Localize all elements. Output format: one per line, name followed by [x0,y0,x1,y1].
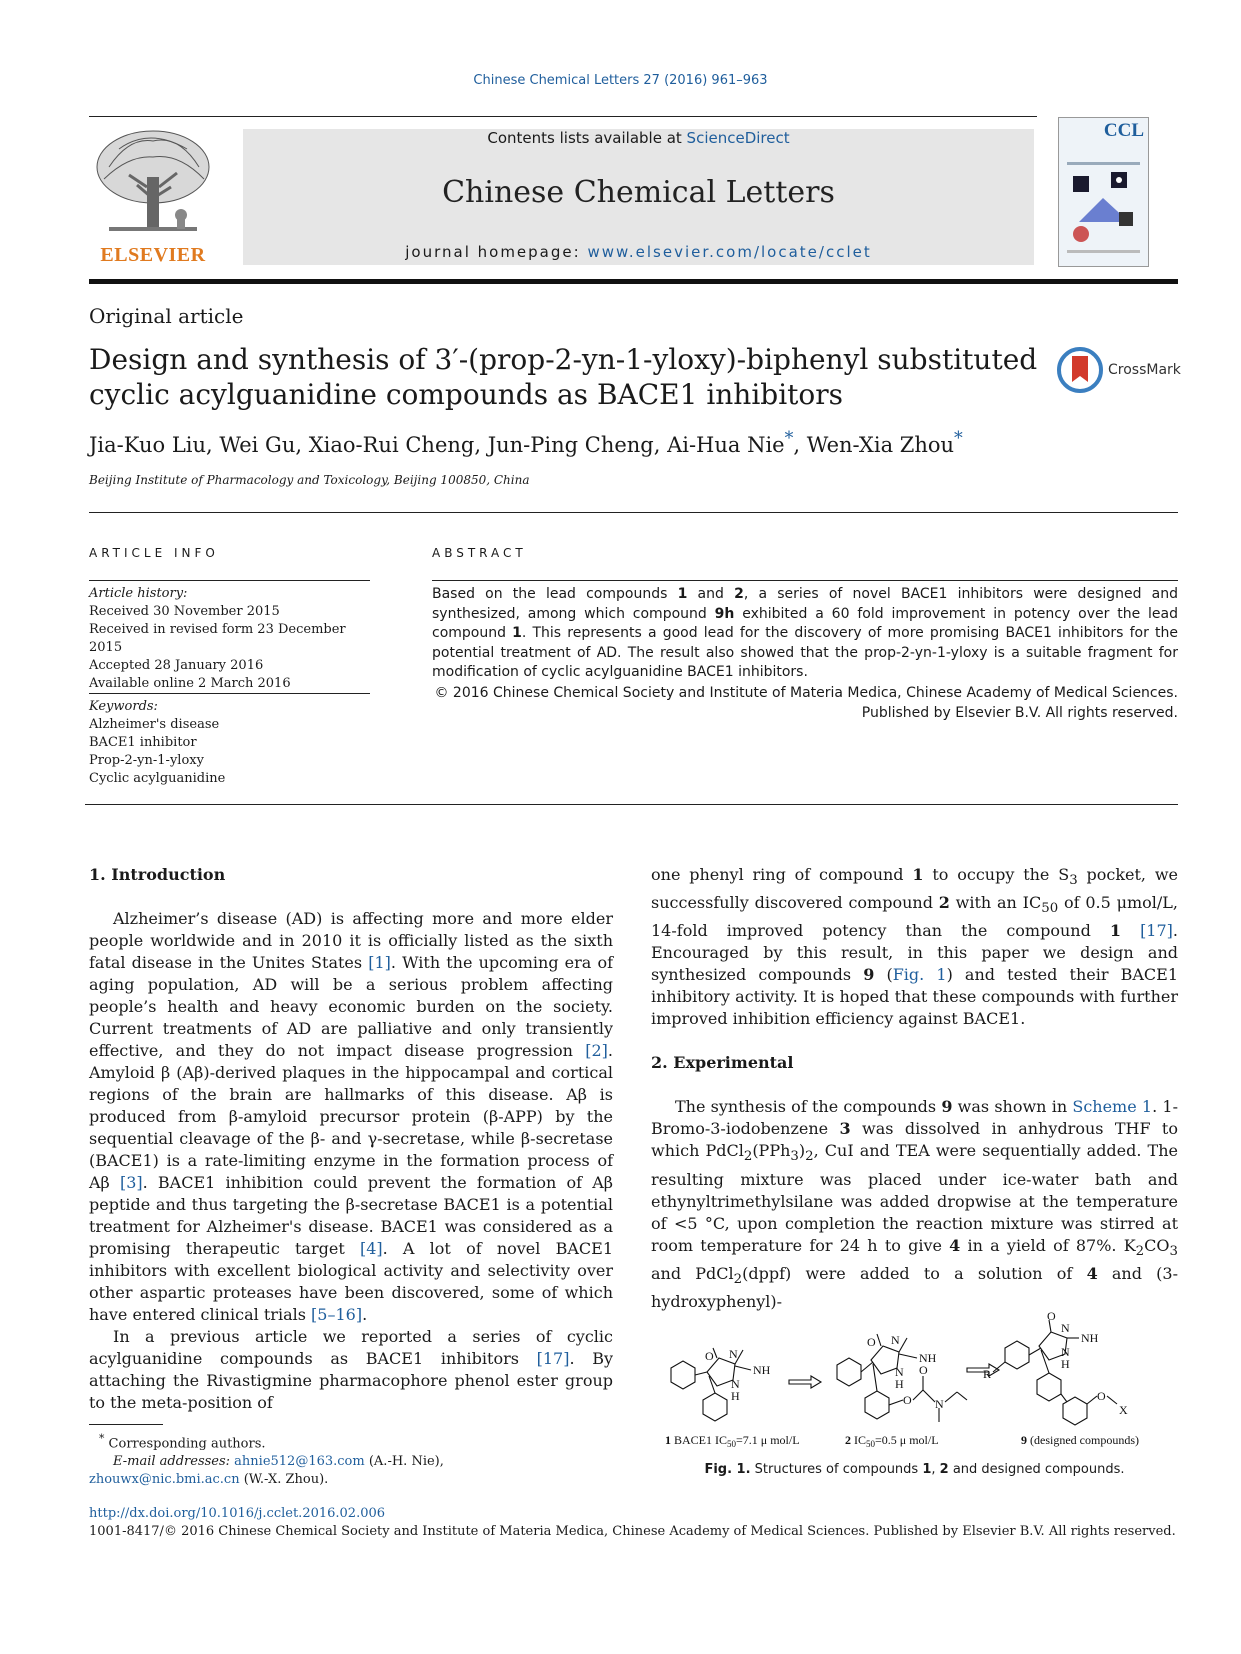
citation-link[interactable]: [17] [536,1349,570,1368]
footnote: * Corresponding authors. E-mail addresses: ahnie512@163.com (A.-H. Nie), zhouwx@nic.bmi.ac.cn (W.-X. Zhou). [89,1432,444,1488]
history-item: Received 30 November 2015 [89,604,280,619]
section-heading-introduction: 1. Introduction [89,865,226,884]
contents-availability: Contents lists available at ScienceDirect [487,129,790,147]
keywords-label: Keywords: [89,699,158,714]
citation-link[interactable]: [3] [119,1173,143,1192]
chemical-structures [651,1310,1178,1450]
atom-label: O [867,1335,876,1349]
atom-label: O [1097,1389,1106,1403]
left-column [89,864,613,1414]
keyword: Cyclic acylguanidine [89,771,226,786]
top-rule [89,116,1037,117]
corresponding-mark[interactable]: * [784,429,794,449]
atom-label: N [895,1365,904,1379]
divider [89,512,1178,513]
sciencedirect-link[interactable]: ScienceDirect [686,129,790,147]
atom-label: N [1061,1345,1070,1359]
compound-9-label: 9 (designed compounds) [1021,1433,1139,1447]
crossmark-label: CrossMark [1108,362,1181,378]
abstract-body: Based on the lead compounds 1 and 2, a series of novel BACE1 inhibitors were designed and synthesized, among which compound 9h exhibited a 60 fold improvement in potency over the lead compound 1. This represents a good lead for the discovery of more promising BACE1 inhibitors for the potential treatment of AD. The result also showed that the prop-2-yn-1-yloxy is a suitable fragment for modification of cyclic acylguanidine BACE1 inhibitors. [432,586,1179,680]
crossmark-button[interactable] [1056,346,1181,394]
atom-label: NH [919,1351,937,1365]
abstract-heading: ABSTRACT [432,546,527,560]
journal-reference[interactable]: Chinese Chemical Letters 27 (2016) 961–963 [473,73,768,88]
phenyl-ring [837,1358,861,1386]
doi-link[interactable]: http://dx.doi.org/10.1016/j.cclet.2016.02.006 [89,1506,386,1521]
atom-label: O [705,1349,714,1363]
keyword: Prop-2-yn-1-yloxy [89,753,204,768]
citation-link[interactable]: [1] [368,953,391,972]
divider [89,580,370,581]
figure-caption: Fig. 1. Structures of compounds 1, 2 and designed compounds. [704,1462,1125,1477]
phenyl-ring [703,1393,727,1421]
history-item: Available online 2 March 2016 [89,676,291,691]
journal-cover[interactable] [1058,117,1149,267]
citation-link[interactable]: [4] [359,1239,383,1258]
article-title: Design and synthesis of 3′-(prop-2-yn-1-yloxy)-biphenyl substituted cyclic acylguanidine compounds as BACE1 inhibitors [89,343,1038,411]
atom-label: R [983,1367,992,1381]
atom-label: H [731,1389,740,1403]
author-list: Jia-Kuo Liu, Wei Gu, Xiao-Rui Cheng, Jun-Ping Cheng, Ai-Hua Nie*, Wen-Xia Zhou* [89,429,963,457]
atom-label: H [895,1377,904,1391]
history-item: Received in revised form 23 December 2015 [89,622,346,655]
atom-label: X [1119,1403,1128,1417]
footnote-rule [89,1424,163,1425]
divider [85,804,1178,805]
phenyl-ring [1005,1341,1029,1369]
atom-label: N [891,1333,900,1347]
right-column [651,864,1178,1313]
phenyl-ring [671,1361,695,1389]
atom-label: NH [753,1363,771,1377]
citation-link[interactable]: [17] [1140,921,1173,941]
compound-1-label: 1 BACE1 $IC_{50}=7.1$ μ mol/L [665,1433,800,1449]
corresponding-mark[interactable]: * [954,429,963,449]
paragraph: one phenyl ring of compound 1 to occupy the $S_3$ pocket, we successfully discovered compound 2 with an $IC_{50}$ of 0.5 μmol/L, 14-fold improved potency than the compound 1 [17]. Encouraged by this result, in this paper we design and synthesized compounds 9 (Fig. 1) and tested their BACE1 inhibitory activity. It is hoped that these compounds with further improved inhibition efficiency against BACE1. [651,865,1179,1029]
phenyl-ring [1037,1373,1061,1401]
journal-title: Chinese Chemical Letters [442,175,835,210]
email-link[interactable]: zhouwx@nic.bmi.ac.cn [89,1472,240,1488]
publisher-wordmark: ELSEVIER [100,244,206,266]
history-item: Accepted 28 January 2016 [89,658,264,673]
header-rule [89,279,1178,284]
atom-label: N [935,1397,944,1411]
article-type: Original article [89,304,244,328]
scheme-link[interactable]: Scheme 1 [1072,1097,1153,1117]
elsevier-tree-icon [89,127,217,239]
phenyl-ring [865,1391,889,1419]
citation-link[interactable]: [2] [585,1041,608,1060]
divider [432,580,1178,581]
cover-artwork-icon [1059,142,1148,262]
paragraph: In a previous article we reported a series of cyclic acylguanidine compounds as BACE1 inhibitors [17]. By attaching the Rivastigmine pharmacophore phenol ester group to the meta-position of [89,1327,613,1412]
history-label: Article history: [89,586,188,601]
figure-link[interactable]: Fig. 1 [892,965,947,985]
section-heading-experimental: 2. Experimental [651,1053,794,1073]
atom-label: N [729,1347,738,1361]
paragraph: The synthesis of the compounds 9 was shown in Scheme 1. 1-Bromo-3-iodobenzene 3 was dissolved in anhydrous THF to which $PdCl_2(PPh_3)_2$, CuI and TEA were sequentially added. The resulting mixture was placed under ice-water bath and ethynyltrimethylsilane was added dropwise at the temperature of <5 °C, upon completion the reaction mixture was stirred at room temperature for 24 h to give 4 in a yield of 87%. $K_2CO_3$ and PdCl$_2$(dppf) were added to a solution of 4 and (3-hydroxyphenyl)- [651,1097,1179,1311]
keywords [89,698,379,788]
atom-label: NH [1081,1331,1099,1345]
atom-label: N [1061,1321,1070,1335]
abstract-copyright: © 2016 Chinese Chemical Society and Institute of Materia Medica, Chinese Academy of Medical Sciences. Published by Elsevier B.V. All rights reserved. [434,685,1178,721]
atom-label: O [903,1393,912,1407]
footer-copyright: 1001-8417/© 2016 Chinese Chemical Society and Institute of Materia Medica, Chinese Academy of Medical Sciences. Published by Elsevier B.V. All rights reserved. [89,1524,1176,1539]
atom-label: N [731,1377,740,1391]
atom-label: O [919,1363,928,1377]
article-history [89,585,379,693]
atom-label: H [1061,1357,1070,1371]
keyword: BACE1 inhibitor [89,735,197,750]
affiliation: Beijing Institute of Pharmacology and Toxicology, Beijing 100850, China [89,473,530,487]
email-link[interactable]: ahnie512@163.com [234,1454,365,1470]
keyword: Alzheimer's disease [89,717,220,732]
cover-title: CCL [1103,120,1144,141]
paragraph: Alzheimer’s disease (AD) is affecting more and more elder people worldwide and in 2010 it is officially listed as the sixth fatal disease in the Unites States [1]. With the upcoming era of aging population, AD will be a serious problem affecting people’s health and heavy economic burden on the society. Current treatments of AD are palliative and only transiently effective, and they do not impact disease progression [2]. Amyloid β (Aβ)-derived plaques in the hippocampal and cortical regions of the brain are hallmarks of this disease. Aβ is produced from β-amyloid precursor protein (β-APP) by the sequential cleavage of the β- and γ-secretase, while β-secretase (BACE1) is a rate-limiting enzyme in the formation process of Aβ [3]. BACE1 inhibition could prevent the formation of Aβ peptide and thus targeting the β-secretase BACE1 is a potential treatment for Alzheimer's disease. BACE1 was considered as a promising therapeutic target [4]. A lot of novel BACE1 inhibitors with excellent biological activity and selectivity over other aspartic proteases have been discovered, some of which have entered clinical trials [5–16]. [89,909,614,1324]
divider [89,693,370,694]
compound-2-label: 2 $IC_{50}=0.5$ μ mol/L [845,1433,939,1449]
journal-homepage: journal homepage: www.elsevier.com/locate/cclet [405,243,872,261]
elsevier-logo[interactable] [89,127,217,267]
figure-1 [651,1310,1178,1450]
atom-label: O [1047,1310,1056,1323]
journal-masthead [243,129,1034,265]
article-info-heading: ARTICLE INFO [89,546,219,560]
crossmark-icon [1056,346,1104,394]
homepage-link[interactable]: www.elsevier.com/locate/cclet [587,243,872,261]
citation-link[interactable]: [5–16] [311,1305,363,1324]
